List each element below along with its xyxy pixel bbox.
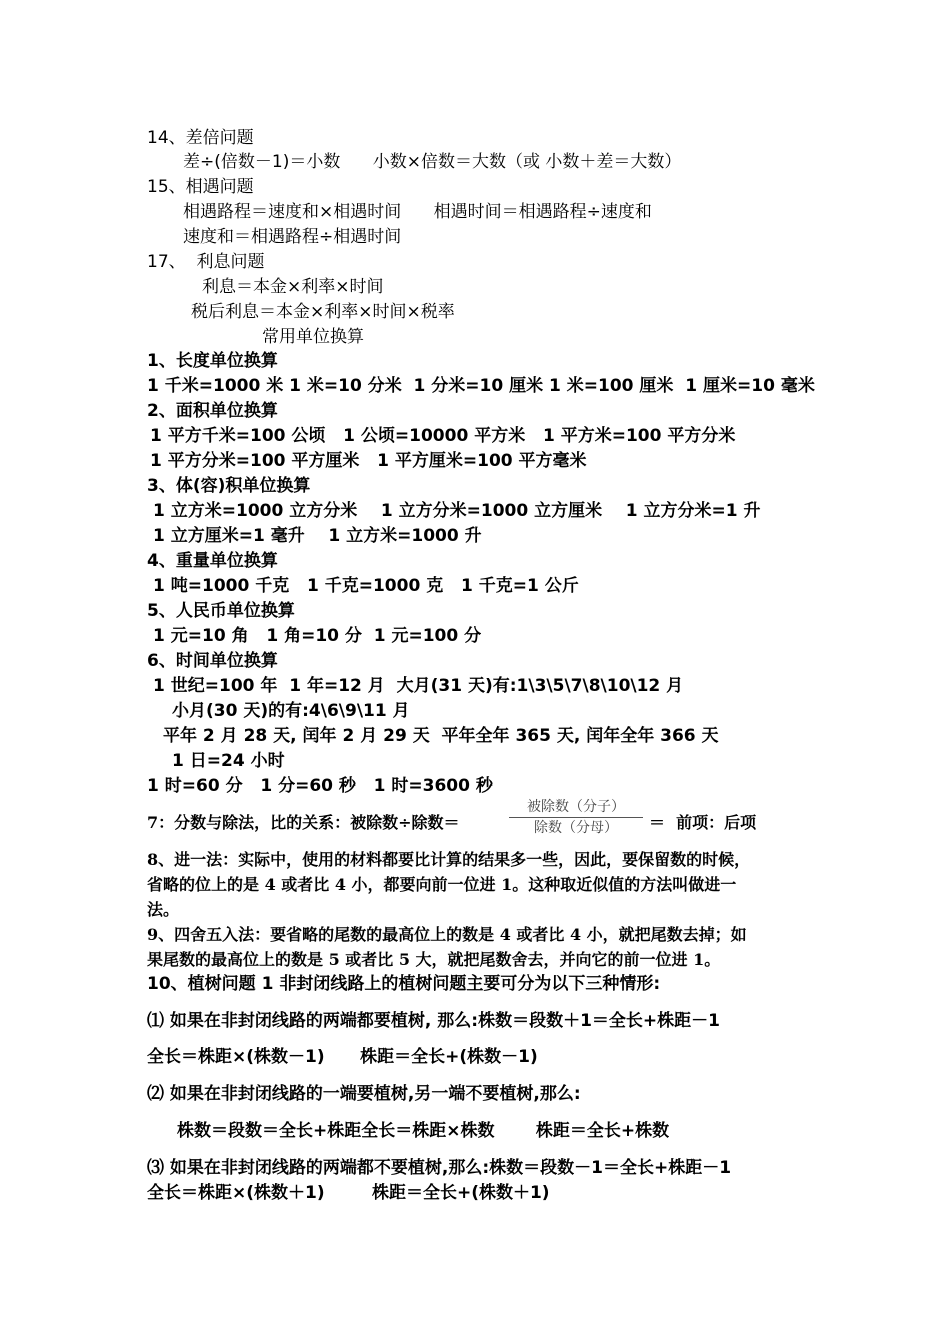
heading-difference-multiple: 14、差倍问题 xyxy=(147,128,254,148)
heading-interest: 17、 利息问题 xyxy=(147,252,265,272)
length-conversions: 1 千米=1000 米 1 米=10 分米 1 分米=10 厘米 1 米=100 厘米 1 厘米=10 毫米 xyxy=(147,376,815,396)
area-conversions-1: 1 平方千米=100 公顷 1 公顷=10000 平方米 1 平方米=100 平方分米 xyxy=(150,426,736,446)
currency-conversions: 1 元=10 角 1 角=10 分 1 元=100 分 xyxy=(153,626,482,646)
heading-meeting-problem: 15、相遇问题 xyxy=(147,177,254,197)
formula-after-tax-interest: 税后利息＝本金×利率×时间×税率 xyxy=(191,302,455,322)
heading-time-units: 6、时间单位换算 xyxy=(147,651,278,671)
formula-speed-sum: 速度和＝相遇路程÷相遇时间 xyxy=(183,227,402,247)
heading-tree-planting: 10、植树问题 1 非封闭线路上的植树问题主要可分为以下三种情形: xyxy=(147,974,661,994)
fraction-division-relation: 7：分数与除法，比的关系：被除数÷除数＝ xyxy=(147,813,460,832)
round-up-method-line-1: 8、进一法：实际中，使用的材料都要比计算的结果多一些，因此，要保留数的时候， xyxy=(147,850,751,869)
fraction-bar xyxy=(509,817,643,818)
heading-volume-units: 3、体(容)积单位换算 xyxy=(147,476,311,496)
ratio-terms: ＝ 前项：后项 xyxy=(649,813,757,832)
formula-interest: 利息＝本金×利率×时间 xyxy=(202,277,384,297)
heading-length-units: 1、长度单位换算 xyxy=(147,351,278,371)
tree-case-1: ⑴ 如果在非封闭线路的两端都要植树, 那么:株数＝段数＋1＝全长+株距－1 xyxy=(147,1011,720,1031)
heading-unit-conversion: 常用单位换算 xyxy=(262,327,364,347)
tree-case-2-formulas: 株数＝段数＝全长+株距全长＝株距×株数 株距＝全长+株数 xyxy=(177,1121,670,1141)
formula-meeting-distance: 相遇路程＝速度和×相遇时间 相遇时间＝相遇路程÷速度和 xyxy=(183,202,652,222)
rounding-method-line-2: 果尾数的最高位上的数是 5 或者比 5 大，就把尾数舍去，并向它的前一位进 1。 xyxy=(147,950,721,969)
fraction-denominator: 除数（分母） xyxy=(534,820,618,836)
time-conversions-3: 平年 2 月 28 天, 闰年 2 月 29 天 平年全年 365 天, 闰年全年 366 天 xyxy=(163,726,719,746)
heading-currency-units: 5、人民币单位换算 xyxy=(147,601,295,621)
fraction-expression xyxy=(509,798,643,837)
rounding-method-line-1: 9、四舍五入法：要省略的尾数的最高位上的数是 4 或者比 4 小，就把尾数去掉；如 xyxy=(147,925,747,944)
heading-weight-units: 4、重量单位换算 xyxy=(147,551,278,571)
time-conversions-5: 1 时=60 分 1 分=60 秒 1 时=3600 秒 xyxy=(147,776,493,796)
time-conversions-4: 1 日=24 小时 xyxy=(172,751,285,771)
fraction-numerator: 被除数（分子） xyxy=(527,799,625,815)
tree-case-2: ⑵ 如果在非封闭线路的一端要植树,另一端不要植树,那么: xyxy=(147,1084,581,1104)
volume-conversions-1: 1 立方米=1000 立方分米 1 立方分米=1000 立方厘米 1 立方分米=1 升 xyxy=(153,501,761,521)
tree-case-3-formulas: 全长＝株距×(株数＋1) 株距＝全长+(株数＋1) xyxy=(147,1183,550,1203)
round-up-method-line-2: 省略的位上的是 4 或者比 4 小，都要向前一位进 1。这种取近似值的方法叫做进一 xyxy=(147,875,737,894)
round-up-method-line-3: 法。 xyxy=(147,900,180,919)
area-conversions-2: 1 平方分米=100 平方厘米 1 平方厘米=100 平方毫米 xyxy=(150,451,587,471)
tree-case-3: ⑶ 如果在非封闭线路的两端都不要植树,那么:株数＝段数－1＝全长+株距－1 xyxy=(147,1158,732,1178)
volume-conversions-2: 1 立方厘米=1 毫升 1 立方米=1000 升 xyxy=(153,526,482,546)
weight-conversions: 1 吨=1000 千克 1 千克=1000 克 1 千克=1 公斤 xyxy=(153,576,579,596)
heading-area-units: 2、面积单位换算 xyxy=(147,401,278,421)
formula-difference-multiple: 差÷(倍数－1)＝小数 小数×倍数＝大数（或 小数＋差＝大数） xyxy=(183,152,682,172)
tree-case-1-formulas: 全长＝株距×(株数－1) 株距＝全长+(株数－1) xyxy=(147,1047,538,1067)
time-conversions-2: 小月(30 天)的有:4\6\9\11 月 xyxy=(172,701,410,721)
time-conversions-1: 1 世纪=100 年 1 年=12 月 大月(31 天)有:1\3\5\7\8\10\12 月 xyxy=(153,676,684,696)
